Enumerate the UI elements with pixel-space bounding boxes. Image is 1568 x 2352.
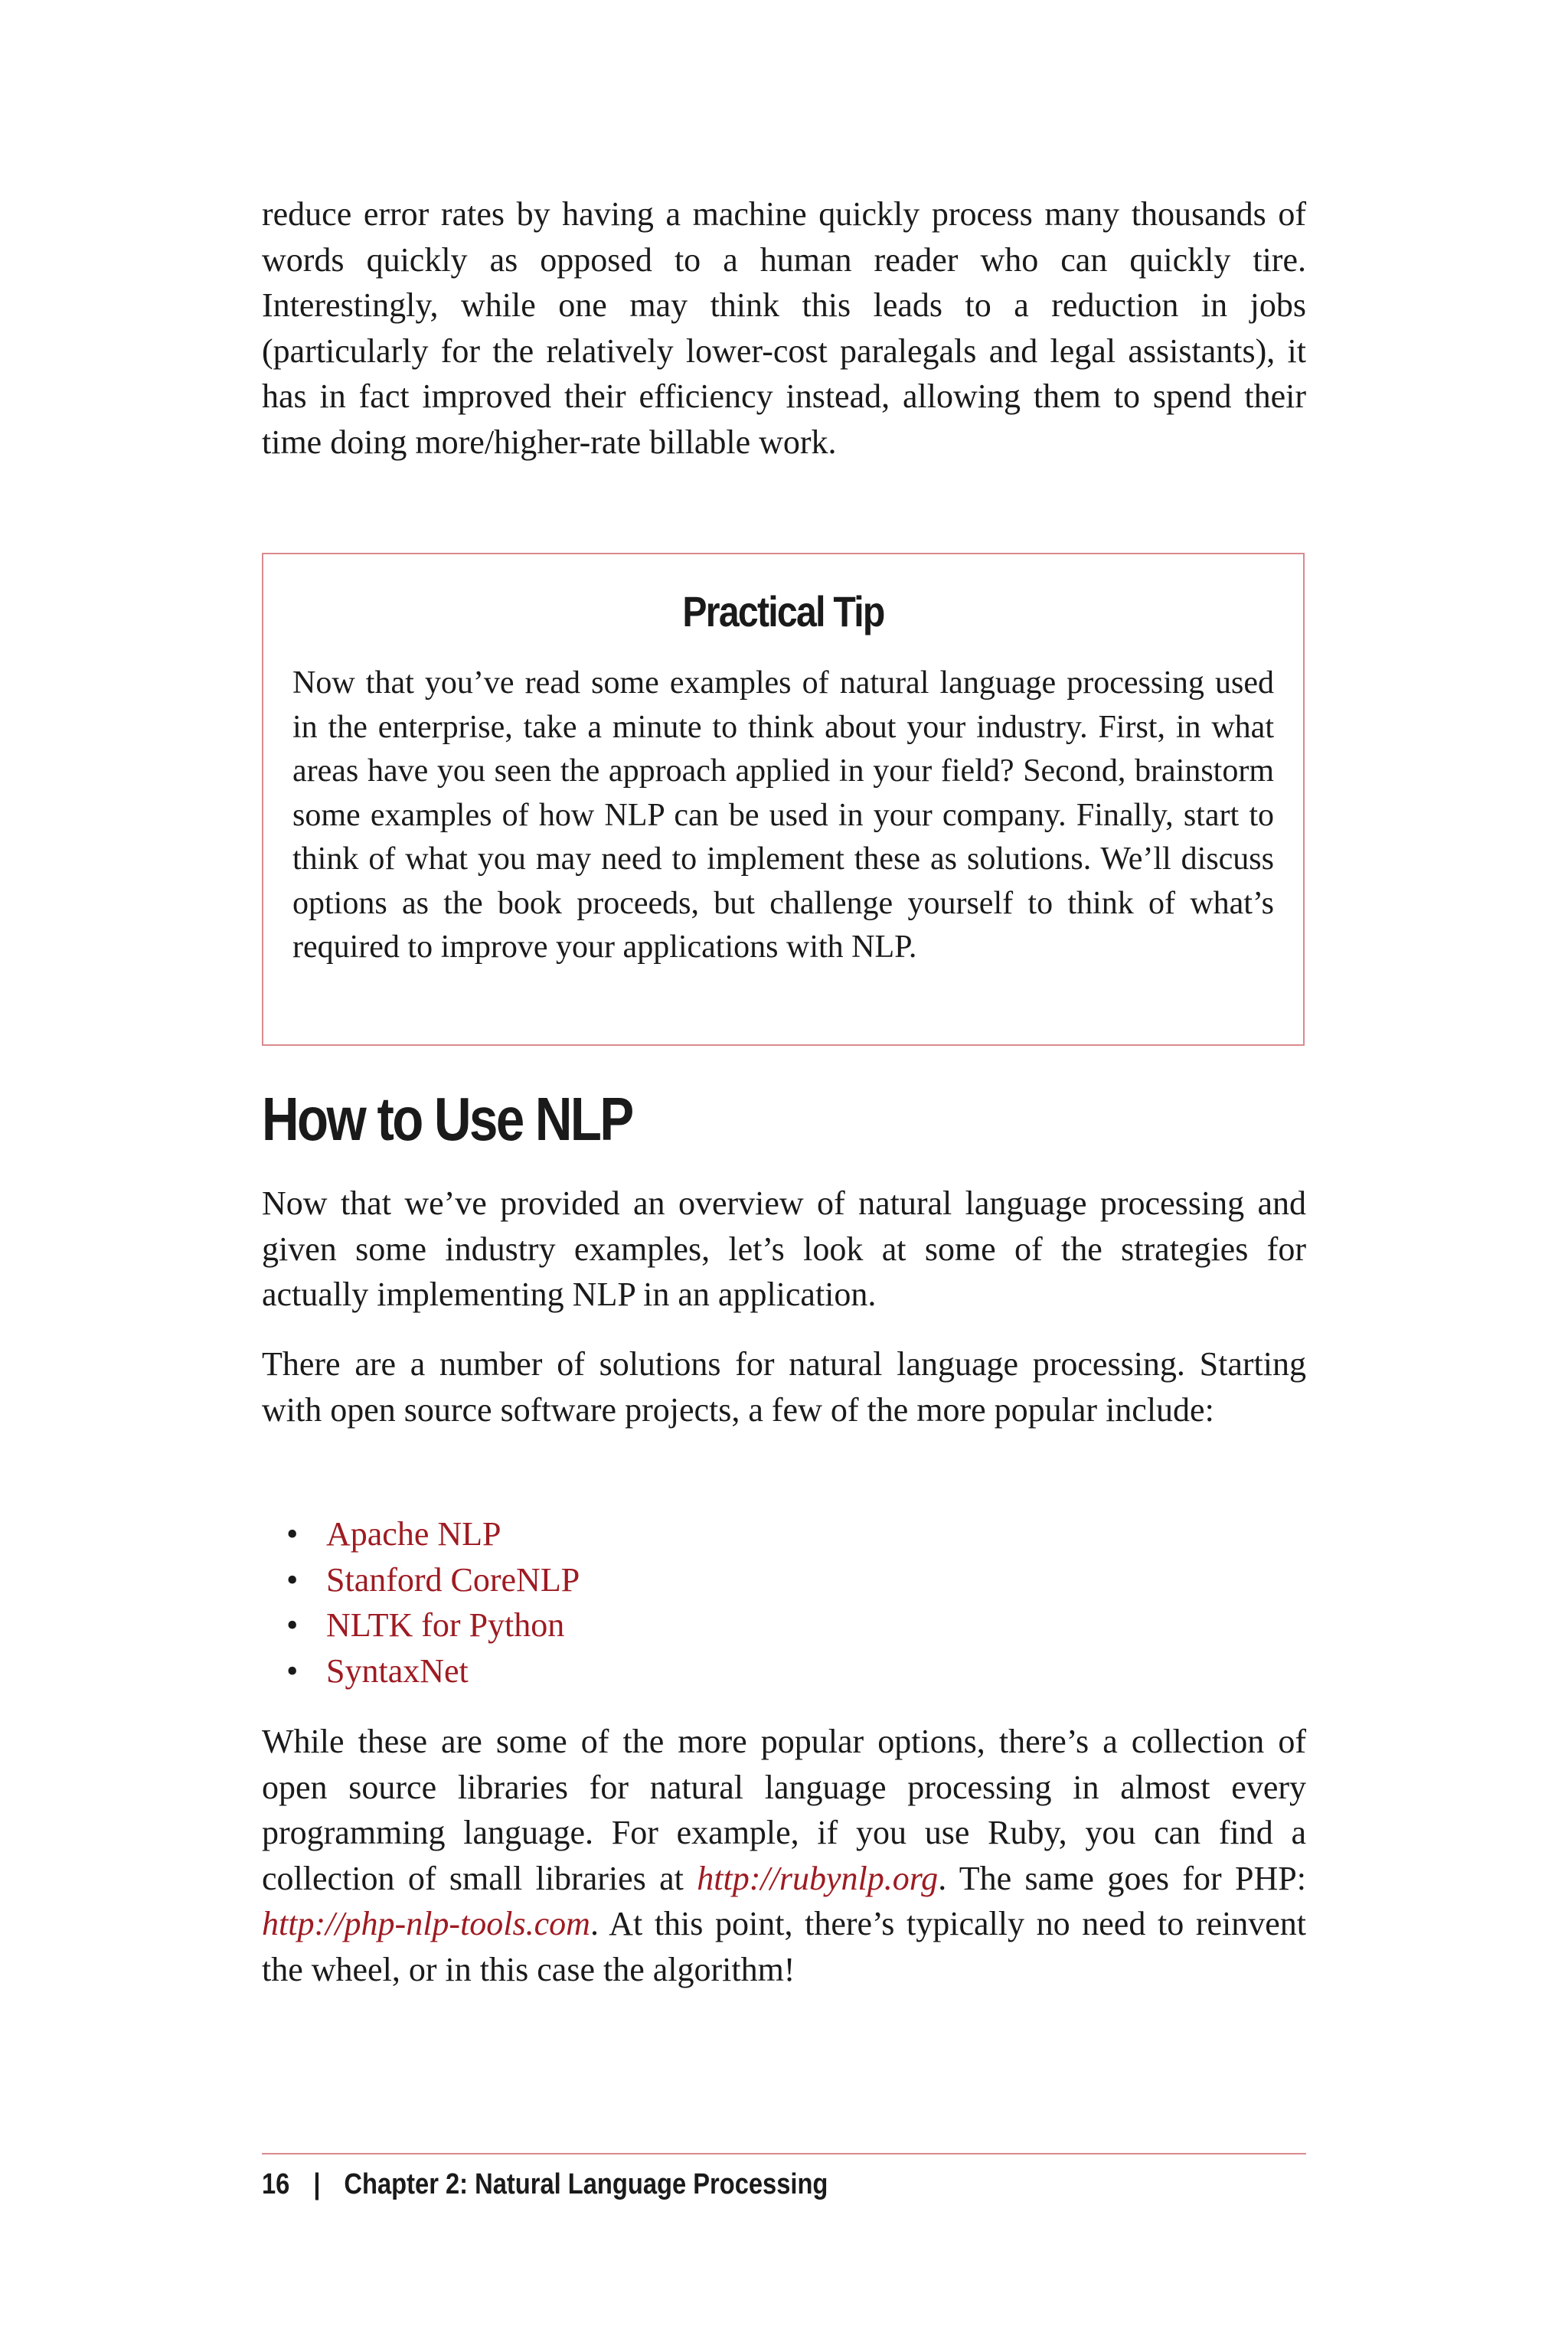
- bullet-icon: •: [286, 1560, 299, 1599]
- section-paragraph-3: [262, 1719, 1306, 1992]
- rubynlp-link[interactable]: http://rubynlp.org: [697, 1859, 939, 1897]
- library-link-syntaxnet[interactable]: SyntaxNet: [326, 1651, 469, 1690]
- paragraph-3-text-start: While these are some of the more popular options, there’s a collection of open source libraries for natural language processing in almost every programming language. For example, if you use Ruby, you can find a collection of small libraries at: [262, 1723, 1306, 1897]
- footer-divider: [262, 2153, 1306, 2154]
- page-number: 16: [262, 2168, 290, 2200]
- bullet-icon: •: [286, 1651, 299, 1690]
- tip-title: Practical Tip: [682, 587, 884, 635]
- section-paragraph-2-block: [262, 1341, 1306, 1432]
- section-paragraph-3-block: [262, 1719, 1306, 1992]
- list-item: [286, 1648, 580, 1694]
- bullet-icon: •: [286, 1515, 299, 1553]
- library-list: [286, 1511, 580, 1694]
- intro-block: [262, 191, 1306, 465]
- section-paragraph-1-block: [262, 1181, 1306, 1318]
- practical-tip-box: [262, 553, 1305, 1046]
- list-item: [286, 1557, 580, 1603]
- footer-separator: |: [313, 2168, 321, 2200]
- chapter-title: Chapter 2: Natural Language Processing: [344, 2168, 828, 2200]
- section-paragraph-2: There are a number of solutions for natural language processing. Starting with open source software projects, a few of the more popular include:: [262, 1345, 1306, 1429]
- section-paragraph-1: Now that we’ve provided an overview of natural language processing and given some industry examples, let’s look at some of the strategies for actually implementing NLP in an application.: [262, 1184, 1306, 1313]
- library-link-nltk[interactable]: NLTK for Python: [326, 1606, 565, 1644]
- tip-text: Now that you’ve read some examples of natural language processing used in the enterprise, take a minute to think about your industry. First, in what areas have you seen the approach applied in your field? Second, brainstorm some examples of how NLP can be used in your company. Finally, start to think of what you may need to implement these as solutions. We’ll discuss options as the book proceeds, but challenge yourself to think of what’s required to improve your applications with NLP.: [292, 665, 1274, 965]
- list-item: [286, 1511, 580, 1557]
- php-nlp-tools-link[interactable]: http://php-nlp-tools.com: [262, 1905, 590, 1942]
- list-item: [286, 1602, 580, 1648]
- library-link-stanford-corenlp[interactable]: Stanford CoreNLP: [326, 1560, 580, 1599]
- paragraph-3-text-end: . At this point, there’s typically no need to reinvent the wheel, or in this case the algorithm!: [262, 1905, 1306, 1988]
- bullet-icon: •: [286, 1606, 299, 1644]
- page-footer: [262, 2168, 828, 2201]
- intro-paragraph: reduce error rates by having a machine quickly process many thousands of words quickly as opposed to a human reader who can quickly tire. Interestingly, while one may think this leads to a reduction in jobs (particularly for the relatively lower-cost paralegals and legal assistants), it has in fact improved their efficiency instead, allowing them to spend their time doing more/higher-rate billable work.: [262, 195, 1306, 461]
- paragraph-3-text-mid: . The same goes for PHP:: [938, 1859, 1306, 1897]
- library-link-apache-nlp[interactable]: Apache NLP: [326, 1515, 501, 1553]
- section-heading: How to Use NLP: [262, 1085, 632, 1153]
